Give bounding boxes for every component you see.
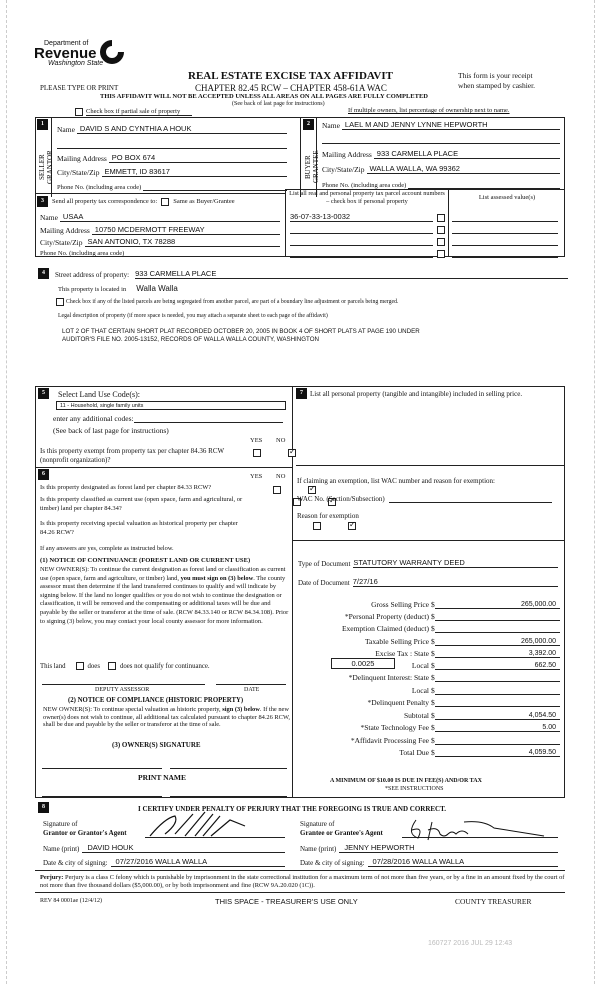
buyer-name-line2[interactable] xyxy=(322,143,560,144)
excise-tax-local-label: Local xyxy=(411,661,429,670)
grantor-name-row xyxy=(43,843,285,853)
corr-city-label: City/State/Zip xyxy=(40,238,83,247)
additional-codes-label: enter any additional codes: xyxy=(53,414,134,423)
exempt-no-checkbox[interactable] xyxy=(288,449,296,457)
parcel-row xyxy=(290,234,445,246)
located-field[interactable]: Walla Walla xyxy=(136,284,178,293)
legal-description[interactable] xyxy=(62,328,420,344)
buyer-city-field[interactable]: WALLA WALLA, WA 99362 xyxy=(367,164,561,174)
exemption-claimed-row xyxy=(296,621,560,633)
section-7-divider xyxy=(296,465,565,466)
logo-line3: Washington State xyxy=(48,60,104,67)
section-5-badge: 5 xyxy=(38,388,49,399)
seller-name-label: Name xyxy=(57,125,75,134)
perjury-bold: Perjury: xyxy=(40,874,64,881)
forest-yes-checkbox[interactable] xyxy=(273,486,281,494)
corr-address-label: Mailing Address xyxy=(40,226,90,235)
parcel-row xyxy=(290,222,445,234)
personal-property-checkbox[interactable] xyxy=(437,214,445,222)
correspondence-row xyxy=(37,196,235,207)
assessed-header: List assessed value(s) xyxy=(478,194,536,201)
buyer-phone-field[interactable] xyxy=(408,179,560,189)
currency-symbol: $ xyxy=(431,600,435,609)
delinquent-interest-state-label: *Delinquent Interest: State xyxy=(348,673,429,682)
grantee-date-field[interactable]: 07/28/2016 WALLA WALLA xyxy=(368,857,558,867)
affidavit-processing-fee-row xyxy=(296,733,560,745)
seller-phone-label: Phone No. (including area code) xyxy=(57,184,142,191)
minimum-due-note: A MINIMUM OF $10.00 IS DUE IN FEE(S) AND/OR TAX xyxy=(330,778,482,784)
section-3-right-border xyxy=(285,189,286,257)
grantee-name-label: Name (print) xyxy=(300,845,337,853)
grantee-sig-label-2: Grantee or Grantee's Agent xyxy=(300,829,383,837)
notice-compliance-text xyxy=(43,706,293,729)
grantee-sig-label xyxy=(300,820,383,838)
personal-property-checkbox[interactable] xyxy=(437,250,445,258)
street-field[interactable]: 933 CARMELLA PLACE xyxy=(135,269,568,279)
corr-address-field[interactable]: 10750 MCDERMOTT FREEWAY xyxy=(92,225,280,235)
buyer-name-field[interactable]: LAEL M AND JENNY LYNNE HEPWORTH xyxy=(342,120,560,130)
section-8-badge: 8 xyxy=(38,802,49,813)
notice-continuance-title: (1) NOTICE OF CONTINUANCE (FOREST LAND OR CURRENT USE) xyxy=(40,557,251,564)
gross-selling-price-row xyxy=(296,597,560,609)
buyer-sidebar xyxy=(300,117,320,197)
taxable-selling-price-label: Taxable Selling Price xyxy=(364,637,429,646)
total-due-label: Total Due xyxy=(399,748,429,757)
deputy-date-label: DATE xyxy=(244,687,260,693)
grantor-date-row xyxy=(43,857,285,867)
delinquent-interest-local-field[interactable] xyxy=(435,687,560,695)
reason-label: Reason for exemption xyxy=(297,512,359,520)
doc-type-field[interactable]: STATUTORY WARRANTY DEED xyxy=(353,558,558,568)
seller-phone-field[interactable] xyxy=(143,181,287,191)
grantee-name-row xyxy=(300,843,558,853)
logo-line1: Department of xyxy=(44,40,89,47)
local-rate-field[interactable]: 0.0025 xyxy=(331,658,395,669)
deputy-sig-line[interactable] xyxy=(42,684,205,685)
form-title: REAL ESTATE EXCISE TAX AFFIDAVIT xyxy=(188,70,393,82)
does-not-checkbox[interactable] xyxy=(108,662,116,670)
cashier-stamp: 160727 2016 JUL 29 12:43 xyxy=(428,940,513,947)
segregated-checkbox[interactable] xyxy=(56,298,64,306)
parcel-number-field[interactable]: 36-07-33-13-0032 xyxy=(290,212,433,222)
grantor-date-label: Date & city of signing: xyxy=(43,859,108,867)
doc-date-label: Date of Document xyxy=(298,579,350,587)
dor-swirl-icon xyxy=(98,38,126,66)
grantor-sig-label xyxy=(43,820,127,838)
notice1-bold: you must sign on (3) below xyxy=(180,574,254,582)
legal-line-1: LOT 2 OF THAT CERTAIN SHORT PLAT RECORDED OCTOBER 20, 2005 IN BOOK 4 OF SHORT PLATS AT PAGE 190 UNDER xyxy=(62,328,420,335)
forest-no-header: NO xyxy=(276,473,286,480)
grantor-sig-label-1: Signature of xyxy=(43,820,78,828)
legal-line-2: AUDITOR'S FILE NO. 2005-13152, RECORDS OF WALLA WALLA COUNTY, WASHINGTON xyxy=(62,336,319,343)
currency-symbol: $ xyxy=(431,686,435,695)
buyer-address-label: Mailing Address xyxy=(322,150,372,159)
wac-row xyxy=(297,494,552,503)
personal-property-deduct-row xyxy=(296,609,560,621)
does-not-label: does not qualify for continuance. xyxy=(119,662,210,670)
deputy-date-line[interactable] xyxy=(216,684,286,685)
parcel-number-field[interactable] xyxy=(290,249,433,258)
currency-symbol: $ xyxy=(431,612,435,621)
additional-codes-field[interactable] xyxy=(134,414,283,423)
subtotal-field[interactable]: 4,054.50 xyxy=(435,712,560,720)
personal-property-checkbox[interactable] xyxy=(437,238,445,246)
currency-symbol: $ xyxy=(431,736,435,745)
perjury-text: Perjury is a class C felony which is punishable by imprisonment in the state correctional institution for a maximum term of not more than five years, or by a fine in an amount fixed by the court of not more than five thousand dollars ($5,000.00), or by both imprisonment and fine (RCW 9A.20.020 (1C)). xyxy=(40,874,565,889)
assessed-value-field[interactable] xyxy=(452,210,558,222)
state-technology-fee-label: *State Technology Fee xyxy=(360,723,429,732)
print-name-line-1[interactable] xyxy=(42,796,162,797)
land-use-select[interactable]: 11 - Household, single family units xyxy=(56,401,286,410)
currency-symbol: $ xyxy=(431,649,435,658)
notice-compliance-title: (2) NOTICE OF COMPLIANCE (HISTORIC PROPERTY) xyxy=(68,697,244,704)
perjury-notice xyxy=(40,874,565,890)
exemption-label: If claiming an exemption, list WAC number and reason for exemption: xyxy=(297,477,495,485)
currency-symbol: $ xyxy=(431,698,435,707)
parcel-number-field[interactable] xyxy=(290,237,433,246)
corr-name-field[interactable]: USAA xyxy=(60,212,280,222)
exemption-claimed-label: Exemption Claimed (deduct) xyxy=(341,624,429,633)
currency-symbol: $ xyxy=(431,661,435,670)
currency-symbol: $ xyxy=(431,723,435,732)
buyer-address-row xyxy=(322,145,560,159)
notice1-text-a: NEW OWNER(S): To continue the current designation as forest land or classification as current use (open space, farm and agriculture, or timber) land, xyxy=(40,566,286,582)
if-yes-note: If any answers are yes, complete as instructed below. xyxy=(40,545,174,552)
receipt-note-1: This form is your receipt xyxy=(458,71,533,80)
no-header: NO xyxy=(276,437,286,444)
personal-property-checkbox[interactable] xyxy=(437,226,445,234)
grantor-date-field[interactable]: 07/27/2016 WALLA WALLA xyxy=(111,857,285,867)
section-3-badge: 3 xyxy=(37,196,48,207)
see-instructions-note: *SEE INSTRUCTIONS xyxy=(385,786,444,792)
state-technology-fee-row xyxy=(296,720,560,732)
receipt-note-2: when stamped by cashier. xyxy=(458,81,536,90)
street-row xyxy=(38,268,568,279)
partial-sale-checkbox[interactable] xyxy=(75,108,83,116)
print-name-line-2[interactable] xyxy=(170,796,287,797)
perjury-divider xyxy=(35,870,565,871)
personal-property-label: List all personal property (tangible and intangible) included in selling price. xyxy=(310,390,523,398)
delinquent-penalty-label: *Delinquent Penalty xyxy=(367,698,429,707)
historic-no-checkbox[interactable] xyxy=(348,522,356,530)
subtotal-row xyxy=(296,708,560,720)
grantee-sig-label-1: Signature of xyxy=(300,820,335,828)
state-technology-fee-field[interactable]: 5.00 xyxy=(435,724,560,732)
section-6-divider xyxy=(35,467,292,468)
grantor-name-field[interactable]: DAVID HOUK xyxy=(82,843,285,853)
reason-divider xyxy=(292,540,565,541)
excise-tax-state-label: Excise Tax : State xyxy=(375,649,429,658)
assessed-list xyxy=(452,210,558,258)
section-3-divider xyxy=(35,193,285,194)
section-4-badge: 4 xyxy=(38,268,49,279)
partial-sale-label: Check box if partial sale of property xyxy=(86,108,192,116)
seller-city-row xyxy=(57,163,287,177)
buyer-phone-label: Phone No. (including area code) xyxy=(322,182,407,189)
buyer-side-label: BUYER GRANTEE xyxy=(304,150,320,184)
current-use-question: Is this property classified as current use (open space, farm and agricultural, or timber) land per chapter 84.34? xyxy=(40,496,243,512)
does-label: does xyxy=(87,662,100,670)
seller-address-field[interactable]: PO BOX 674 xyxy=(109,153,287,163)
subtotal-label: Subtotal xyxy=(403,711,429,720)
notice2-bold: sign (3) below xyxy=(222,706,260,713)
parcels-header: List all real and personal property tax parcel account numbers – check box if personal property xyxy=(289,190,445,205)
taxable-selling-price-row xyxy=(296,634,560,646)
currency-symbol: $ xyxy=(431,624,435,633)
correspondence-label: Send all property tax correspondence to: xyxy=(52,198,158,205)
section-6-badge: 6 xyxy=(38,469,49,480)
gross-selling-price-label: Gross Selling Price xyxy=(371,600,429,609)
buyer-address-field[interactable]: 933 CARMELLA PLACE xyxy=(374,149,560,159)
see-back-note: (See back of last page for instructions) xyxy=(232,101,325,107)
delinquent-interest-state-row xyxy=(296,670,560,682)
owner-sig-line-1[interactable] xyxy=(42,768,162,769)
exemption-claimed-field[interactable] xyxy=(435,625,560,633)
land-use-label: Select Land Use Code(s): xyxy=(58,390,140,399)
this-land-label: This land xyxy=(40,662,66,670)
gross-selling-price-field[interactable]: 265,000.00 xyxy=(435,601,560,609)
please-type-label: PLEASE TYPE OR PRINT xyxy=(40,84,119,92)
excise-tax-state-row xyxy=(296,646,560,658)
exempt-yes-checkbox[interactable] xyxy=(253,449,261,457)
seller-city-label: City/State/Zip xyxy=(57,168,100,177)
grantee-name-field[interactable]: JENNY HEPWORTH xyxy=(339,843,558,853)
street-label: Street address of property: xyxy=(55,271,130,279)
parcel-row xyxy=(290,246,445,258)
deputy-assessor-label: DEPUTY ASSESSOR xyxy=(95,687,150,693)
delinquent-penalty-field[interactable] xyxy=(435,699,560,707)
notice-continuance-text xyxy=(40,566,290,626)
corr-name-row xyxy=(40,210,280,222)
seller-address-row xyxy=(57,149,287,163)
corr-phone-field[interactable] xyxy=(126,247,280,257)
continuance-row xyxy=(40,662,210,670)
treasurer-use-label: THIS SPACE - TREASURER'S USE ONLY xyxy=(215,897,358,906)
parcel-row xyxy=(290,210,445,222)
notice2-text-a: NEW OWNER(S): To continue special valuation as historic property, xyxy=(43,706,221,713)
personal-property-deduct-field[interactable] xyxy=(435,613,560,621)
seller-phone-row xyxy=(57,177,287,191)
corr-phone-row xyxy=(40,246,280,257)
section-1-badge: 1 xyxy=(37,119,48,130)
buyer-name-row xyxy=(322,116,560,130)
grantor-signature-icon xyxy=(145,808,255,840)
grantee-signature-icon xyxy=(404,816,554,844)
multiple-owners-note: If multiple owners, list percentage of ownership next to name. xyxy=(348,107,510,114)
revision-label: REV 84 0001ae (12/4/12) xyxy=(40,898,103,904)
total-due-row xyxy=(296,745,560,757)
buyer-city-row xyxy=(322,160,560,174)
seller-sidebar xyxy=(35,117,52,197)
doc-type-label: Type of Document xyxy=(298,560,351,568)
buyer-city-label: City/State/Zip xyxy=(322,165,365,174)
owner-sig-line-2[interactable] xyxy=(170,768,287,769)
historic-yes-checkbox[interactable] xyxy=(313,522,321,530)
exempt-question: Is this property exempt from property tax per chapter 84.36 RCW (nonprofit organization)? xyxy=(40,447,224,464)
total-due-field[interactable]: 4,059.50 xyxy=(435,749,560,757)
notice2-text-b: . If the new owner(s) does not wish to continue, all additional tax calculated pursuant to chapter 84.26 RCW, shall be due and payable by the seller or transferor at the time of sale. xyxy=(43,706,290,728)
dor-logo xyxy=(34,40,103,67)
assessed-value-field[interactable] xyxy=(452,234,558,246)
seller-city-field[interactable]: EMMETT, ID 83617 xyxy=(102,167,288,177)
delinquent-interest-local-row xyxy=(296,683,560,695)
buyer-name-label: Name xyxy=(322,121,340,130)
excise-tax-local-field[interactable]: 662.50 xyxy=(435,662,560,670)
notice1-text-b: . The county assessor must then determine if the land transferred continues to qualify and will indicate by signing below. If the land no longer qualifies or you do not wish to continue the designation or classification, it will be removed and the compensating or additional taxes will be due and payable by the seller or transferor at the time of sale. (RCW 84.33.140 or RCW 84.34.108). Prior to signing (3) below, you may contact your local county assessor for more information. xyxy=(40,574,289,625)
assessed-left-border xyxy=(448,189,449,257)
section-7-badge: 7 xyxy=(296,388,307,399)
grantor-name-label: Name (print) xyxy=(43,845,80,853)
wac-field[interactable] xyxy=(389,494,552,503)
scan-edge-left xyxy=(6,0,7,984)
seller-name-field[interactable]: DAVID S AND CYNTHIA A HOUK xyxy=(77,124,287,134)
located-row xyxy=(58,284,178,293)
doc-date-field[interactable]: 7/27/16 xyxy=(353,577,558,587)
same-as-buyer-label: Same as Buyer/Grantee xyxy=(173,198,235,205)
corr-address-row xyxy=(40,223,280,235)
currency-symbol: $ xyxy=(431,673,435,682)
partial-sale-row xyxy=(75,108,192,116)
delinquent-penalty-row xyxy=(296,695,560,707)
land-use-see-back: (See back of last page for instructions) xyxy=(53,426,169,435)
assessed-value-field[interactable] xyxy=(452,246,558,258)
taxable-selling-price-field[interactable]: 265,000.00 xyxy=(435,638,560,646)
county-treasurer-label: COUNTY TREASURER xyxy=(455,897,532,906)
legal-description-label: Legal description of property (if more space is needed, you may attach a separate sheet to each page of the affidavit) xyxy=(58,313,328,319)
yes-header: YES xyxy=(250,437,263,444)
certify-statement: I CERTIFY UNDER PENALTY OF PERJURY THAT THE FOREGOING IS TRUE AND CORRECT. xyxy=(138,805,447,813)
corr-name-label: Name xyxy=(40,213,58,222)
print-name-label: PRINT NAME xyxy=(138,773,186,782)
forest-yes-header: YES xyxy=(250,473,263,480)
doc-date-row xyxy=(298,577,558,587)
segregated-label: Check box if any of the listed parcels are being segregated from another parcel, are part of a boundary line adjustment or parcels being merged. xyxy=(66,299,399,305)
parcel-number-field[interactable] xyxy=(290,225,433,234)
grantor-sig-label-2: Grantor or Grantor's Agent xyxy=(43,829,127,837)
owner-signature-label: (3) OWNER(S) SIGNATURE xyxy=(112,741,201,749)
doc-type-row xyxy=(298,558,558,568)
forest-question: Is this property designated as forest land per chapter 84.33 RCW? xyxy=(40,484,212,491)
logo-line2: Revenue xyxy=(34,45,97,62)
forest-no-checkbox[interactable] xyxy=(308,486,316,494)
currency-symbol: $ xyxy=(431,748,435,757)
wac-label: WAC No. (Section/Subsection) xyxy=(297,495,385,503)
grantee-date-row xyxy=(300,857,558,867)
personal-property-deduct-label: *Personal Property (deduct) xyxy=(344,612,429,621)
seller-address-label: Mailing Address xyxy=(57,154,107,163)
currency-symbol: $ xyxy=(431,711,435,720)
section-2-badge: 2 xyxy=(303,119,314,130)
grantee-date-label: Date & city of signing: xyxy=(300,859,365,867)
corr-phone-label: Phone No. (including area code) xyxy=(40,250,125,257)
affidavit-processing-fee-field[interactable] xyxy=(435,737,560,745)
same-as-buyer-checkbox[interactable] xyxy=(161,198,169,206)
delinquent-interest-state-field[interactable] xyxy=(435,674,560,682)
assessed-value-field[interactable] xyxy=(452,222,558,234)
parcel-list xyxy=(290,210,445,258)
buyer-phone-row xyxy=(322,175,560,189)
footer-divider xyxy=(35,892,565,893)
form-chapters: CHAPTER 82.45 RCW – CHAPTER 458-61A WAC xyxy=(195,83,387,93)
scan-edge-right xyxy=(594,0,595,984)
seller-name-row xyxy=(57,120,287,134)
seller-side-label: SELLER GRANTOR xyxy=(38,150,54,184)
additional-codes-row xyxy=(53,414,283,423)
corr-city-field[interactable]: SAN ANTONIO, TX 78288 xyxy=(85,237,281,247)
delinquent-interest-local-label: Local xyxy=(411,686,429,695)
segregated-row xyxy=(56,298,398,306)
located-label: This property is located in xyxy=(58,286,127,293)
does-checkbox[interactable] xyxy=(76,662,84,670)
affidavit-processing-fee-label: *Affidavit Processing Fee xyxy=(350,736,429,745)
form-warning: THIS AFFIDAVIT WILL NOT BE ACCEPTED UNLESS ALL AREAS ON ALL PAGES ARE FULLY COMPLETED xyxy=(100,93,428,100)
currency-symbol: $ xyxy=(431,637,435,646)
historic-question: Is this property receiving special valuation as historical property per chapter 84.26 RCW? xyxy=(40,520,238,536)
excise-tax-state-field[interactable]: 3,392.00 xyxy=(435,650,560,658)
